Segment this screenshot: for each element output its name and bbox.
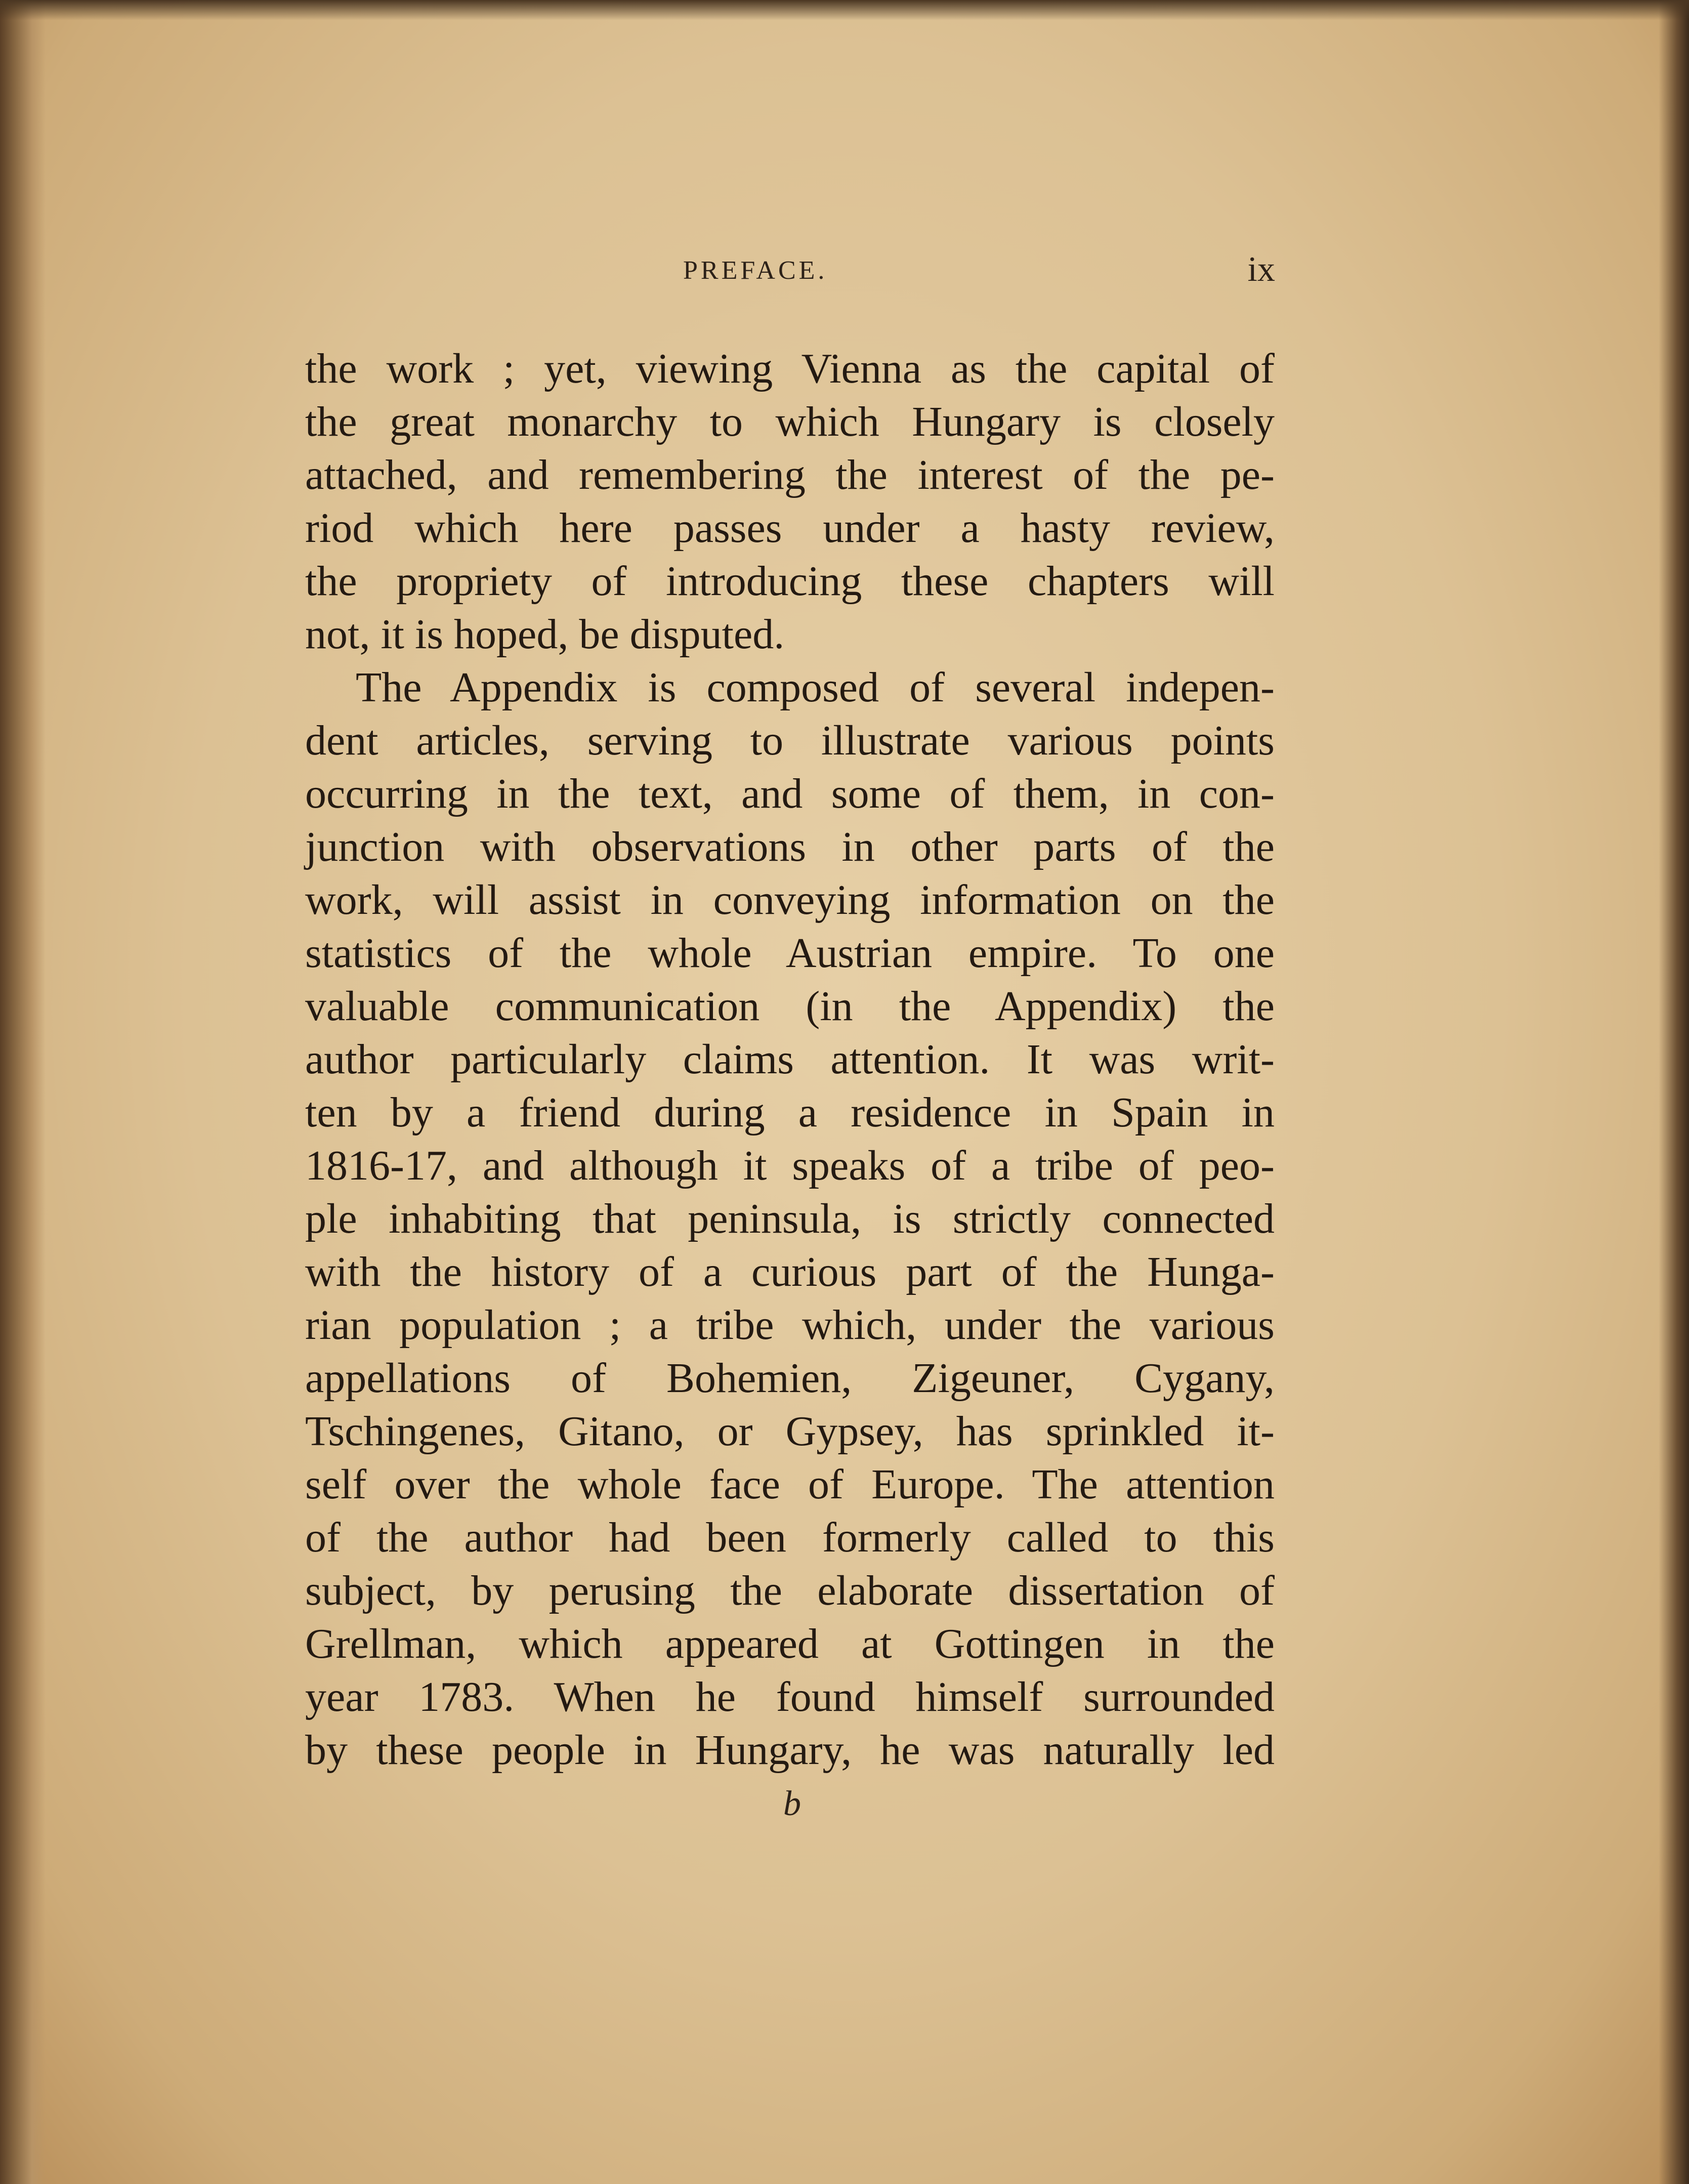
text-line: subject, by perusing the elaborate dissertation of — [305, 1567, 1275, 1614]
text-line: work, will assist in conveying information on the — [305, 876, 1275, 923]
text-line: Tschingenes, Gitano, or Gypsey, has sprinkled it- — [305, 1408, 1275, 1455]
page-number: ix — [1247, 250, 1275, 289]
running-head — [304, 250, 1275, 296]
body-text — [305, 342, 1275, 1777]
text-line: self over the whole face of Europe. The attention — [305, 1461, 1275, 1508]
text-line: The Appendix is composed of several indepen- — [356, 664, 1275, 711]
page-edge-right — [1659, 0, 1689, 2184]
text-line: by these people in Hungary, he was naturally led — [305, 1727, 1275, 1774]
running-head-title: PREFACE. — [683, 256, 828, 285]
text-line: the propriety of introducing these chapters will — [305, 558, 1275, 605]
text-line: of the author had been formerly called to this — [305, 1514, 1275, 1561]
page-edge-top — [0, 0, 1689, 20]
text-line: with the history of a curious part of the Hunga- — [305, 1248, 1275, 1295]
text-line: dent articles, serving to illustrate various points — [305, 717, 1275, 764]
text-line: the great monarchy to which Hungary is closely — [305, 398, 1275, 445]
signature-mark: b — [783, 1784, 801, 1823]
text-line: ple inhabiting that peninsula, is strictly connected — [305, 1195, 1275, 1242]
text-line: year 1783. When he found himself surrounded — [305, 1673, 1275, 1720]
text-line: author particularly claims attention. It was writ- — [305, 1036, 1275, 1083]
text-line: statistics of the whole Austrian empire. To one — [305, 930, 1275, 977]
text-line: Grellman, which appeared at Gottingen in the — [305, 1620, 1275, 1667]
text-line: attached, and remembering the interest of the pe- — [305, 451, 1275, 498]
binding-gutter — [0, 0, 46, 2184]
text-line: ten by a friend during a residence in Spain in — [305, 1089, 1275, 1136]
text-line: occurring in the text, and some of them, in con- — [305, 770, 1275, 817]
text-line: riod which here passes under a hasty review, — [305, 505, 1275, 552]
text-line: 1816-17, and although it speaks of a tribe of peo- — [305, 1142, 1275, 1189]
text-line: appellations of Bohemien, Zigeuner, Cygany, — [305, 1355, 1275, 1402]
text-line: valuable communication (in the Appendix) the — [305, 983, 1275, 1030]
text-line: the work ; yet, viewing Vienna as the capital of — [305, 345, 1275, 392]
text-line: rian population ; a tribe which, under the various — [305, 1301, 1275, 1349]
text-line: not, it is hoped, be disputed. — [305, 611, 785, 658]
text-line: junction with observations in other parts of the — [305, 823, 1275, 870]
